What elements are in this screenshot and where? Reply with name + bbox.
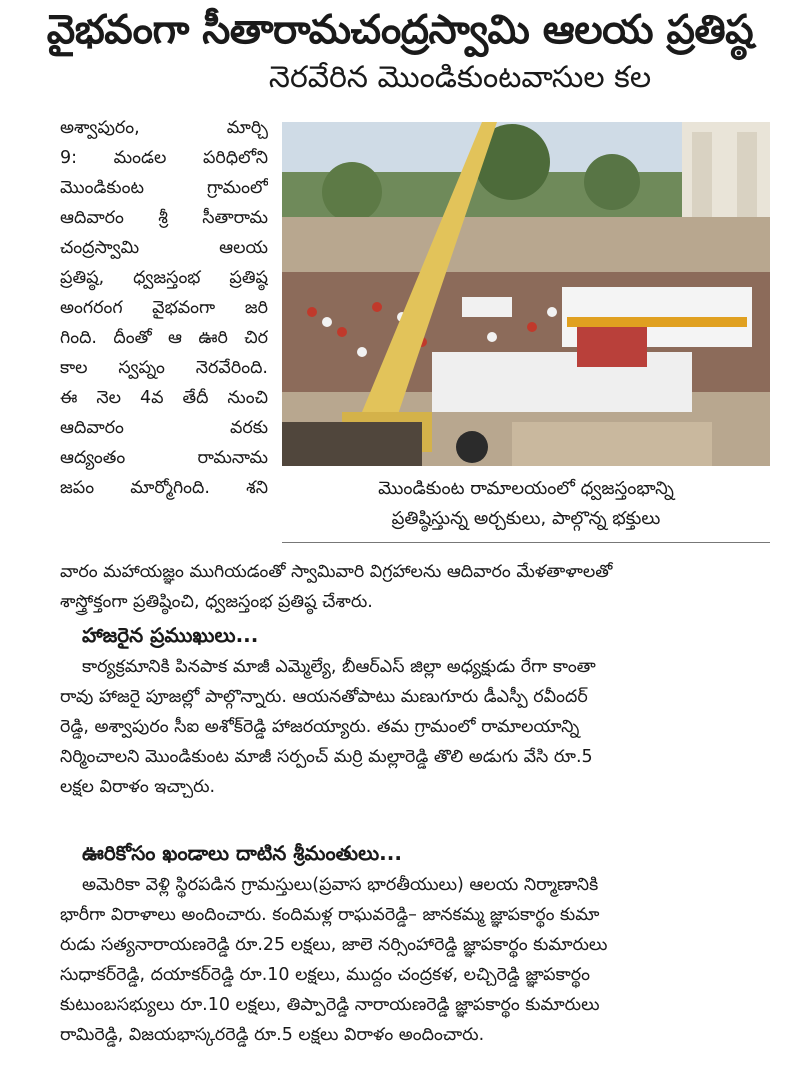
intro-line: జపం మార్మోగింది. శని [60,478,268,498]
body-line: రావు హాజరై పూజల్లో పాల్గొన్నారు. ఆయనతోపాటు మణుగూరు డీఎస్పీ రవీందర్ [60,687,588,707]
photo-caption [282,474,770,534]
subheadline: నెరవేరిన మొండికుంటవాసుల కల [268,60,652,95]
section-title-dignitaries: హాజరైన ప్రముఖులు... [82,623,259,647]
body-line: రామిరెడ్డి, విజయభాస్కరరెడ్డి రూ.5 లక్షలు విరాళం అందించారు. [60,1025,485,1045]
caption-line: మొండికుంట రామాలయంలో ధ్వజస్తంభాన్ని [378,478,674,499]
news-photo [282,122,770,466]
caption-line: ప్రతిష్ఠిస్తున్న అర్చకులు, పాల్గొన్న భక్తులు [391,508,661,529]
body-line: అమెరికా వెళ్లి స్థిరపడిన గ్రామస్తులు(ప్రవాస భారతీయులు) ఆలయ నిర్మాణానికి [82,875,599,895]
body-line: లక్షల విరాళం ఇచ్చారు. [60,777,216,797]
body-line: నిర్మించాలని మొండికుంట మాజీ సర్పంచ్ మర్రి మల్లారెడ్డి తొలి అడుగు వేసి రూ.5 [60,747,593,767]
body-line: శాస్త్రోక్తంగా ప్రతిష్ఠించి, ధ్వజస్తంభ ప్రతిష్ఠ చేశారు. [60,592,373,612]
body-line: కుటుంబసభ్యులు రూ.10 లక్షలు, తిప్పారెడ్డి నారాయణరెడ్డి జ్ఞాపకార్థం కుమారులు [60,995,600,1015]
section-title-donors: ఊరికోసం ఖండాలు దాటిన శ్రీమంతులు... [82,841,402,865]
intro-line: గింది. దీంతో ఆ ఊరి చిర [60,328,268,348]
body-line: రెడ్డి, అశ్వాపురం సీఐ అశోక్‌రెడ్డి హాజరయ్యారు. తమ గ్రామంలో రామాలయాన్ని [60,717,580,737]
intro-line: ఆద్యంతం రామనామ [60,448,268,468]
body-line: భారీగా విరాళాలు అందించారు. కందిమళ్ల రాఘవరెడ్డి– జానకమ్మ జ్ఞాపకార్థం కుమా [60,905,600,925]
intro-continuation [60,557,770,617]
intro-line: ఆదివారం వరకు [60,418,268,438]
intro-line: చంద్రస్వామి ఆలయ [60,238,268,258]
section-donors [60,870,770,1050]
caption-divider [282,542,770,543]
intro-column [60,113,268,503]
body-line: వారం మహాయజ్ఞం ముగియడంతో స్వామివారి విగ్రహాలను ఆదివారం మేళతాళాలతో [60,562,613,582]
intro-line: మొండికుంట గ్రామంలో [60,178,268,198]
intro-line: ఆదివారం శ్రీ సీతారామ [60,208,268,228]
body-line: రుడు సత్యనారాయణరెడ్డి రూ.25 లక్షలు, జాలె నర్సింహారెడ్డి జ్ఞాపకార్థం కుమారులు [60,935,608,955]
intro-line: కాల స్వప్నం నెరవేరింది. [60,358,268,378]
body-line: సుధాకర్‌రెడ్డి, దయాకర్‌రెడ్డి రూ.10 లక్షలు, ముద్దం చంద్రకళ, లచ్చిరెడ్డి జ్ఞాపకార్థం [60,965,591,985]
body-line: కార్యక్రమానికి పినపాక మాజీ ఎమ్మెల్యే, బీఆర్ఎస్ జిల్లా అధ్యక్షుడు రేగా కాంతా [82,657,596,677]
intro-line: ఈ నెల 4వ తేదీ నుంచి [60,388,268,408]
intro-line: అశ్వాపురం, మార్చి [60,118,268,138]
section-dignitaries [60,652,770,802]
intro-line: ప్రతిష్ఠ, ధ్వజస్తంభ ప్రతిష్ఠ [60,268,268,288]
intro-line: అంగరంగ వైభవంగా జరి [60,298,268,318]
headline: వైభవంగా సీతారామచంద్రస్వామి ఆలయ ప్రతిష్ఠ [46,7,754,53]
intro-line: 9: మండల పరిధిలోని [60,148,268,168]
